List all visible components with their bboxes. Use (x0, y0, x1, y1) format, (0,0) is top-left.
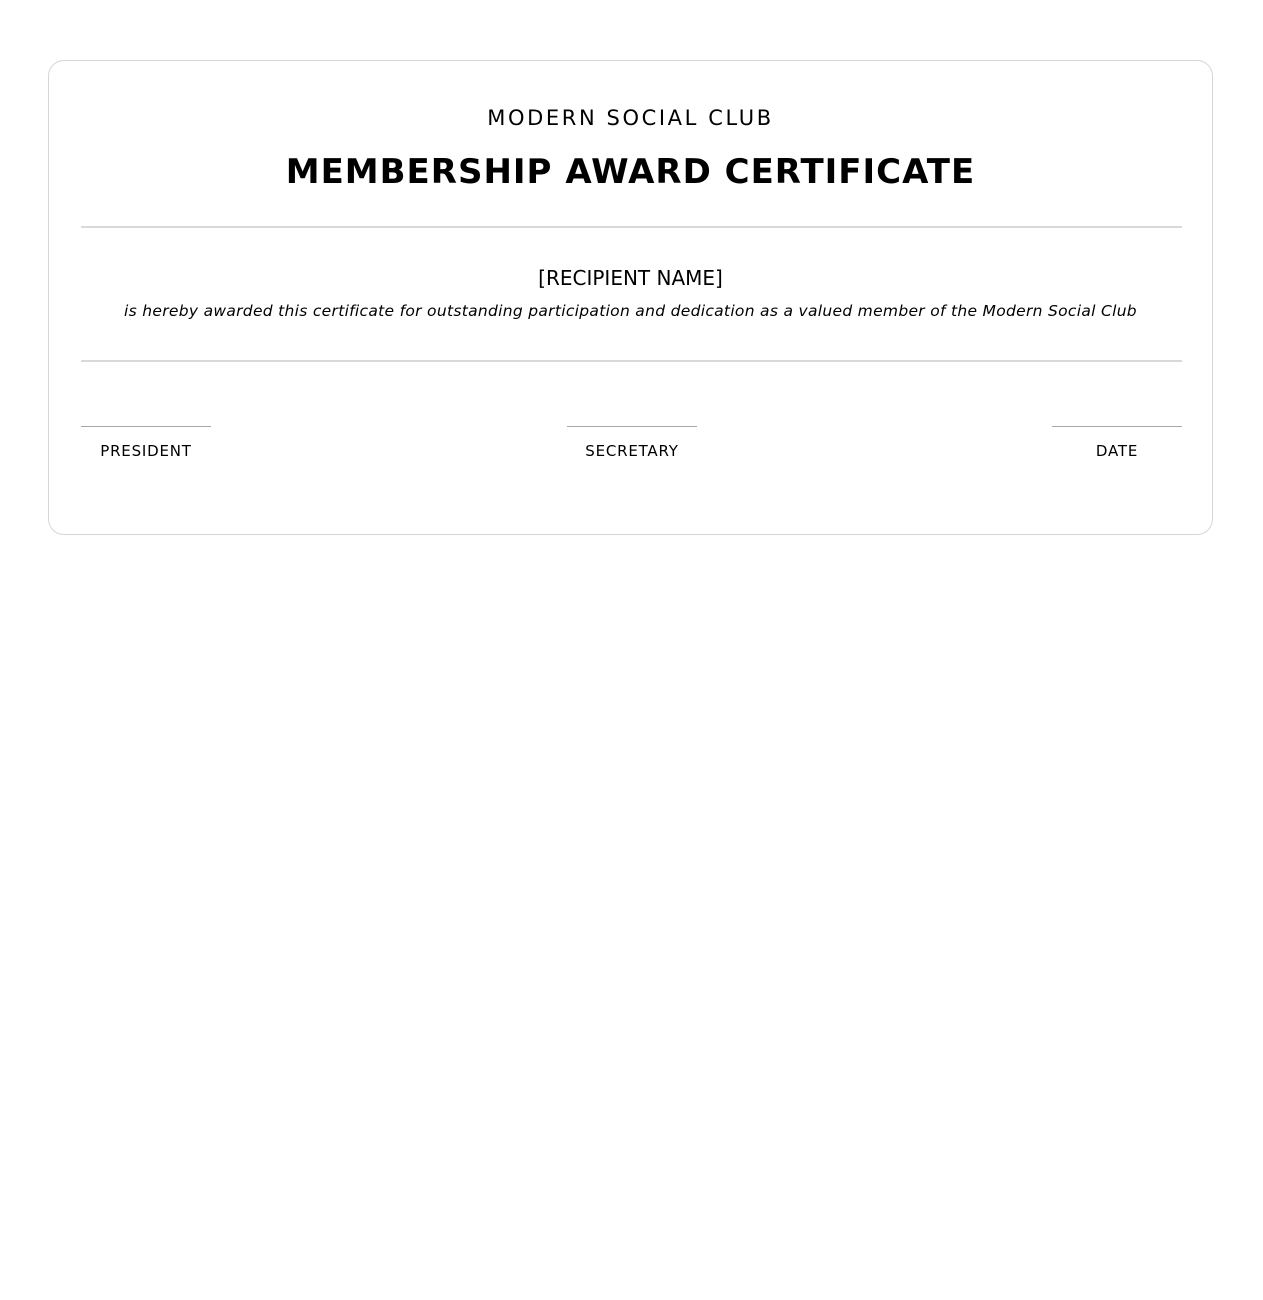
divider-bottom (81, 360, 1182, 362)
signature-label-secretary: SECRETARY (585, 442, 679, 460)
certificate-title: MEMBERSHIP AWARD CERTIFICATE (285, 152, 976, 192)
signature-president (81, 426, 211, 461)
recipient-name: [RECIPIENT NAME] (538, 266, 723, 290)
signature-line-date (1052, 426, 1182, 427)
organization-name: MODERN SOCIAL CLUB (487, 106, 774, 130)
certificate-card (48, 60, 1213, 535)
signature-label-date: DATE (1095, 442, 1139, 460)
divider-top (81, 226, 1182, 228)
signature-line-president (81, 426, 211, 427)
signature-label-president: PRESIDENT (100, 442, 192, 460)
signature-line-secretary (567, 426, 697, 427)
signature-date (1052, 426, 1182, 461)
signature-secretary (567, 426, 697, 461)
award-statement: is hereby awarded this certificate for outstanding participation and dedication as a valued member of the Modern Social Club (124, 302, 1137, 320)
